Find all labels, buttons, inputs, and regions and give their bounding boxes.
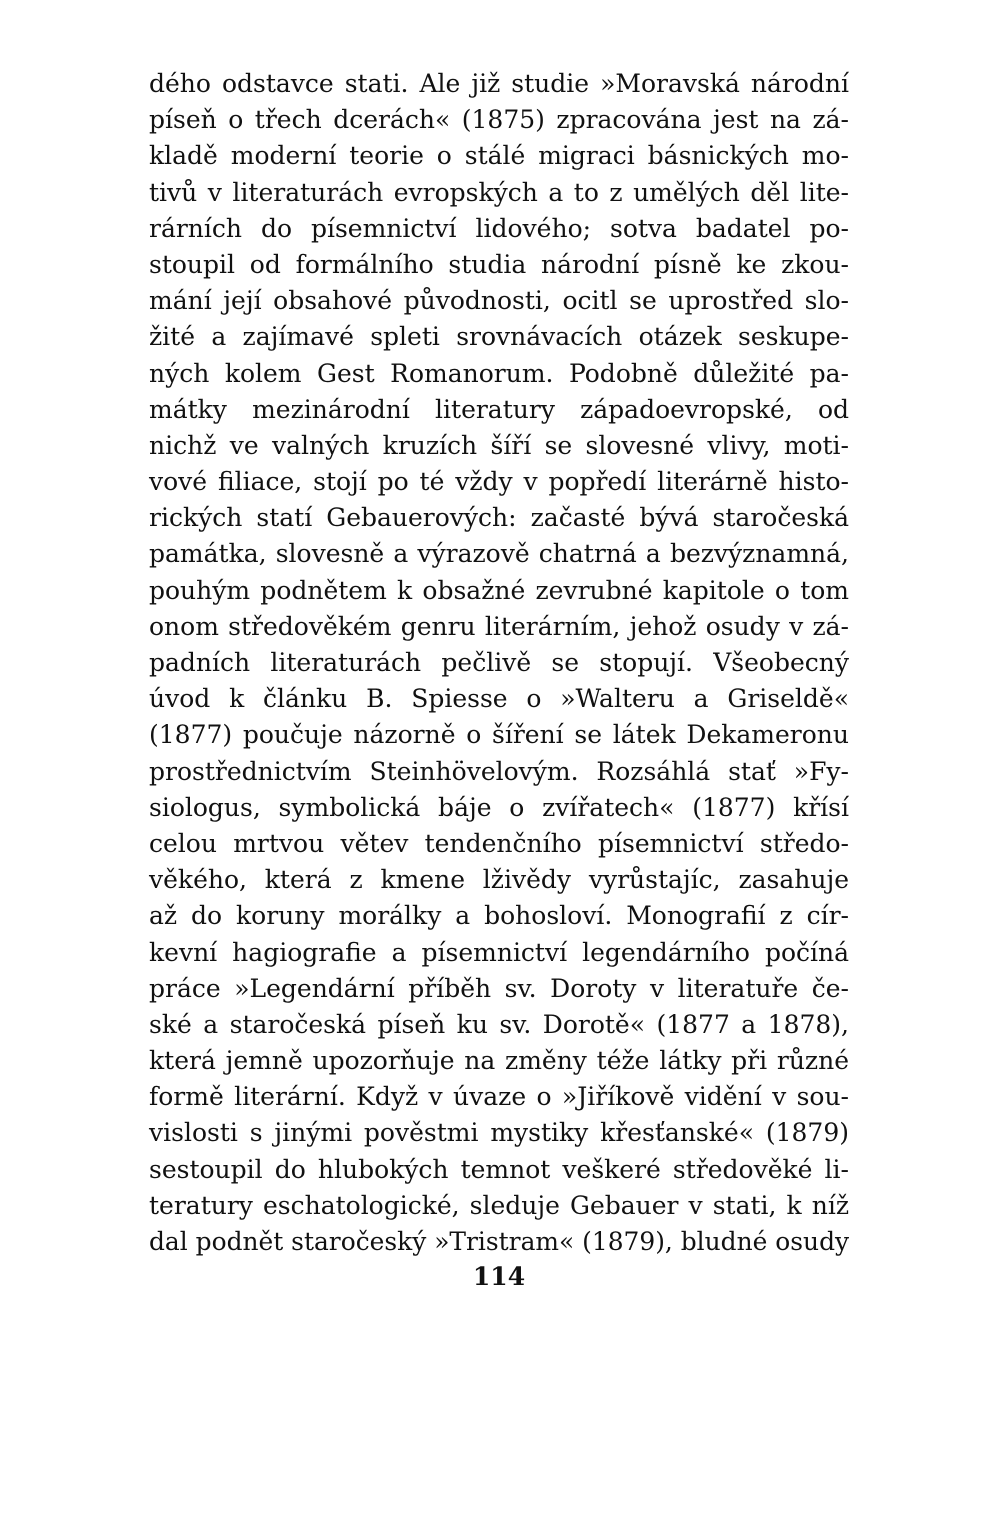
text-line: mátky mezinárodní literatury západoevropské, od [149,394,849,424]
text-line: práce »Legendární příběh sv. Doroty v literatuře če- [149,973,849,1003]
text-line: stoupil od formálního studia národní písně ke zkou- [149,249,849,279]
text-line: siologus, symbolická báje o zvířatech« (1877) křísí [149,792,849,822]
text-line: rických statí Gebauerových: začasté bývá staročeská [149,503,849,533]
text-line: kevní hagiografie a písemnictví legendárního počíná [149,937,849,967]
text-line: ské a staročeská píseň ku sv. Dorotě« (1877 a 1878), [149,1009,849,1039]
text-line: vislosti s jinými pověstmi mystiky křesťanské« (1879) [149,1118,849,1148]
text-line: úvod k článku B. Spiesse o »Walteru a Griseldě« [149,684,849,714]
text-line: dal podnět staročeský »Tristram« (1879), bludné osudy [149,1227,850,1256]
text-line: tivů v literaturách evropských a to z umělých děl lite- [149,177,849,207]
text-line: píseň o třech dcerách« (1875) zpracována jest na zá- [149,105,849,135]
text-line: věkého, která z kmene lživědy vyrůstajíc, zasahuje [149,865,849,895]
text-line: žité a zajímavé spleti srovnávacích otázek seskupe- [149,322,849,352]
text-line: ných kolem Gest Romanorum. Podobně důležité pa- [149,358,849,388]
body-text [149,66,849,1260]
text-line: pouhým podnětem k obsažné zevrubné kapitole o tom [149,575,849,605]
text-line: dého odstavce stati. Ale již studie »Moravská národní [149,69,849,98]
text-line: památka, slovesně a výrazově chatrná a bezvýznamná, [149,539,849,569]
text-line: mání její obsahové původnosti, ocitl se uprostřed slo- [149,286,849,316]
text-line: padních literaturách pečlivě se stopují. Všeobecný [149,648,849,677]
text-line: kladě moderní teorie o stálé migraci básnických mo- [149,141,849,171]
text-line: vové filiace, stojí po té vždy v popředí literárně histo- [149,467,849,497]
page-number: 114 [472,1262,526,1291]
text-line: (1877) poučuje názorně o šíření se látek Dekameronu [149,720,849,750]
text-line: až do koruny morálky a bohosloví. Monografií z cír- [149,901,849,931]
text-line: sestoupil do hlubokých temnot veškeré středověké li- [149,1154,849,1184]
text-line: která jemně upozorňuje na změny téže látky při různé [149,1046,849,1076]
text-line: teratury eschatologické, sleduje Gebauer v stati, k níž [149,1190,849,1220]
text-line: onom středověkém genru literárním, jehož osudy v zá- [149,611,849,641]
text-line: nichž ve valných kruzích šíří se slovesné vlivy, moti- [149,430,849,460]
text-line: prostřednictvím Steinhövelovým. Rozsáhlá stať »Fy- [149,756,849,786]
text-line: formě literární. Když v úvaze o »Jiříkově vidění v sou- [149,1082,849,1112]
text-line: rárních do písemnictví lidového; sotva badatel po- [149,213,849,243]
text-line: celou mrtvou větev tendenčního písemnictví středo- [149,828,849,858]
